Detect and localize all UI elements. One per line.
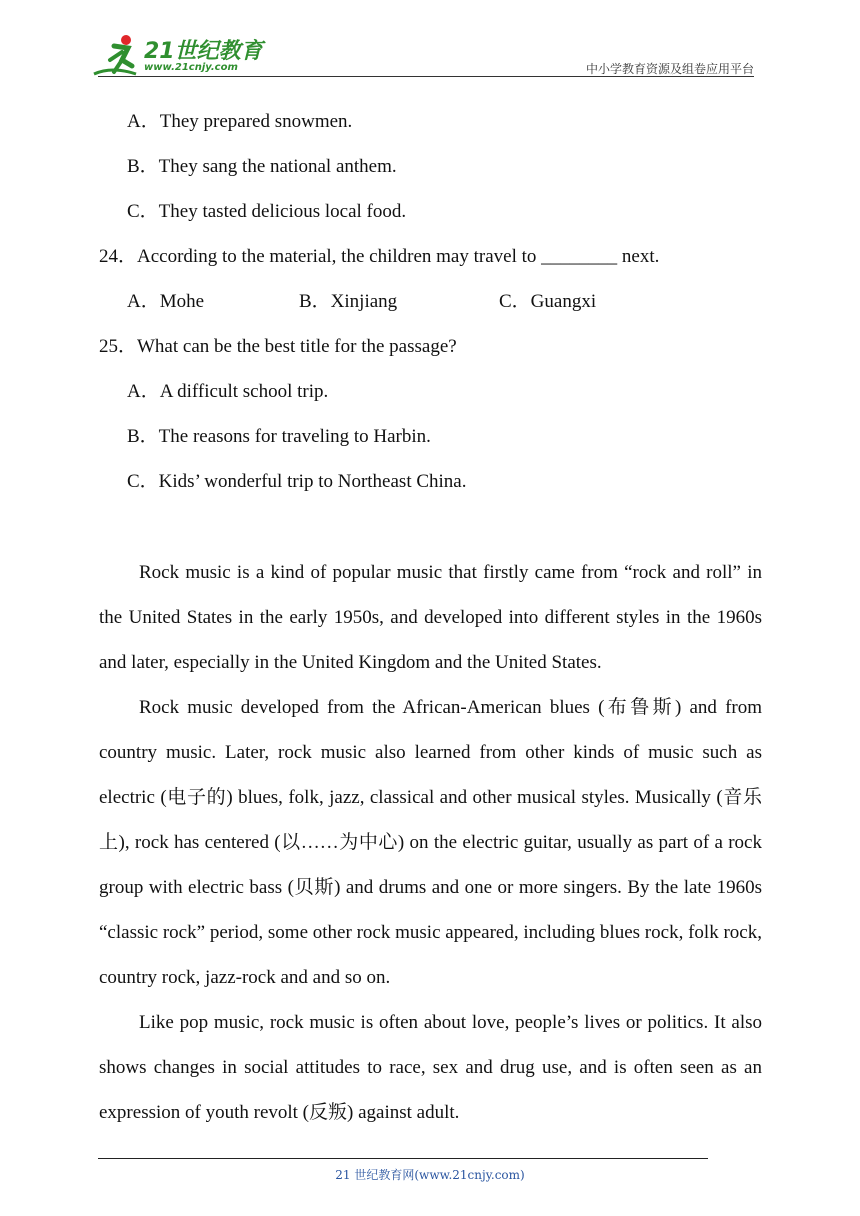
q24-option-c: C．Guangxi <box>499 291 597 312</box>
q23-option-a: A．They prepared snowmen. <box>127 111 353 132</box>
footer-link[interactable]: 21 世纪教育网(www.21cnjy.com) <box>335 1168 525 1182</box>
reading-passage <box>99 550 762 1135</box>
passage-paragraph: Like pop music, rock music is often about love, people’s lives or politics. It also shows changes in social attitudes to race, sex and drug use, and is often seen as an expression of youth revolt (反叛) against adult. <box>99 1012 762 1123</box>
q24-option-b: B．Xinjiang <box>299 291 398 312</box>
platform-label: 中小学教育资源及组卷应用平台 <box>585 62 754 76</box>
q23-option-c: C．They tasted delicious local food. <box>127 201 407 222</box>
passage-paragraph: Rock music developed from the African-American blues (布鲁斯) and from country music. Later, rock music also learned from other kinds of music such as electric (电子的) blues, folk, jazz, classical and other musical styles. Musically (音乐上), rock has centered (以……为中心) on the electric guitar, usually as part of a rock group with electric bass (贝斯) and drums and one or more singers. By the late 1960s “classic rock” period, some other rock music appeared, including blues rock, folk rock, country rock, jazz-rock and and so on. <box>99 697 762 988</box>
q24-option-a: A．Mohe <box>127 291 205 312</box>
q25-option-b: B．The reasons for traveling to Harbin. <box>127 426 431 447</box>
logo-url: www.21cnjy.com <box>144 62 238 73</box>
q25-stem: 25．What can be the best title for the passage? <box>99 336 457 357</box>
site-logo[interactable] <box>92 32 262 78</box>
runner-logo-icon <box>92 32 152 78</box>
q23-option-b: B．They sang the national anthem. <box>127 156 397 177</box>
passage-paragraph: Rock music is a kind of popular music that firstly came from “rock and roll” in the United States in the early 1950s, and developed into different styles in the 1960s and later, especially in the United Kingdom and the United States. <box>99 562 762 673</box>
header-divider <box>98 76 754 77</box>
q24-stem: 24．According to the material, the children may travel to ________ next. <box>99 246 660 267</box>
page-header <box>0 0 860 80</box>
footer-divider <box>98 1158 708 1159</box>
q25-option-a: A．A difficult school trip. <box>127 381 329 402</box>
logo-title: 21世纪教育 <box>144 39 263 64</box>
q25-option-c: C．Kids’ wonderful trip to Northeast China. <box>127 471 467 492</box>
